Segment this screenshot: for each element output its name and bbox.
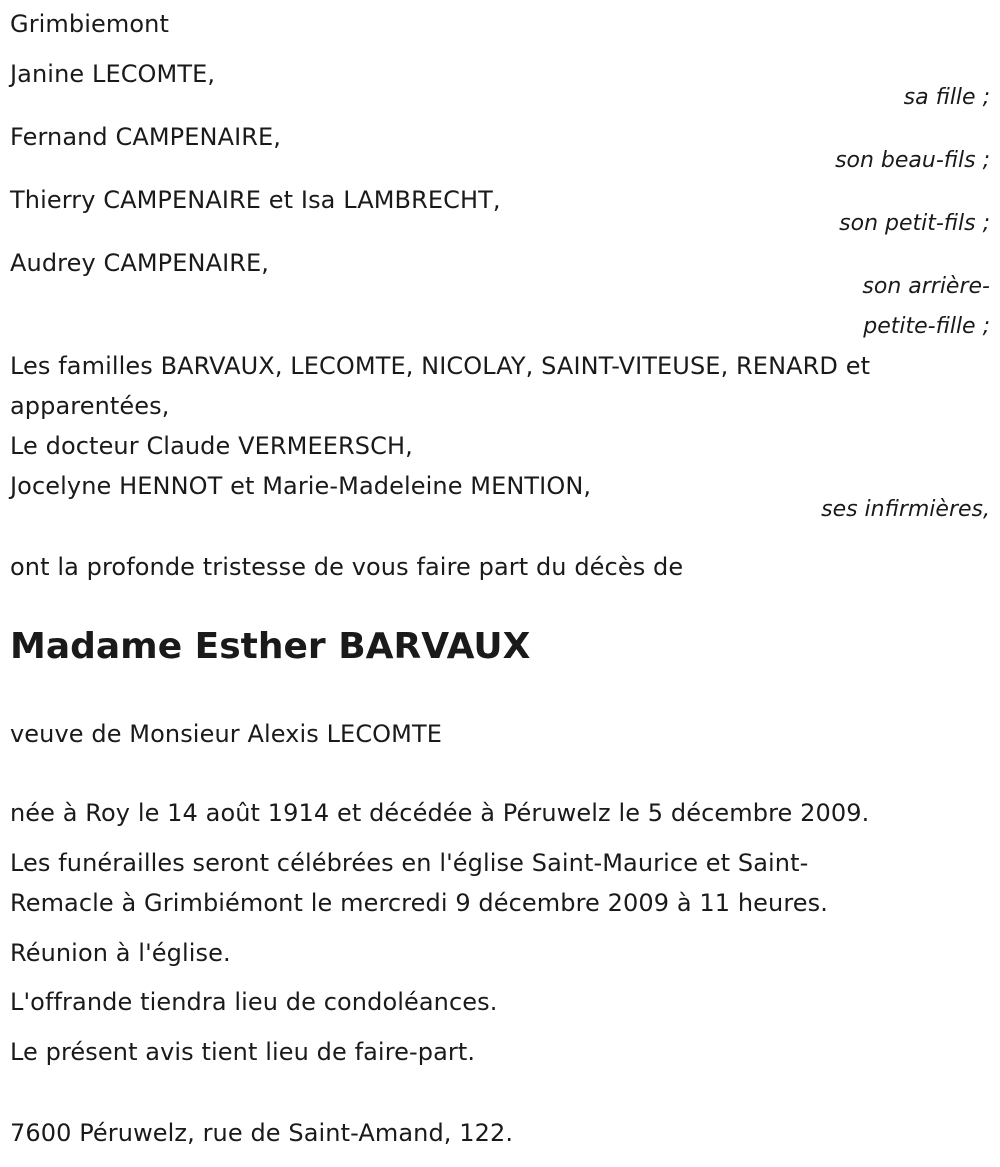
funeral-details: Les funérailles seront célébrées en l'église Saint-Maurice et Saint- <box>10 849 809 877</box>
family-member-role: sa fille ; <box>903 85 990 110</box>
offering-info: L'offrande tiendra lieu de condoléances. <box>10 988 498 1016</box>
announcement: ont la profonde tristesse de vous faire part du décès de <box>10 553 684 581</box>
notice-info: Le présent avis tient lieu de faire-part. <box>10 1038 476 1066</box>
widow-of: veuve de Monsieur Alexis LECOMTE <box>10 720 443 748</box>
extended-families-continued: apparentées, <box>10 392 170 420</box>
extended-families: Les familles BARVAUX, LECOMTE, NICOLAY, SAINT-VITEUSE, RENARD et <box>10 352 871 380</box>
family-member-name: Janine LECOMTE, <box>10 60 216 88</box>
address: 7600 Péruwelz, rue de Saint-Amand, 122. <box>10 1119 514 1147</box>
place-name: Grimbiemont <box>10 10 169 38</box>
family-member-name: Fernand CAMPENAIRE, <box>10 123 282 151</box>
family-member-name: Thierry CAMPENAIRE et Isa LAMBRECHT, <box>10 186 501 214</box>
deceased-name: Madame Esther BARVAUX <box>10 626 531 667</box>
nurses-role: ses infirmières, <box>821 497 990 522</box>
meeting-info: Réunion à l'église. <box>10 939 231 967</box>
funeral-details-continued: Remacle à Grimbiémont le mercredi 9 décembre 2009 à 11 heures. <box>10 889 828 917</box>
family-member-role: son petit-fils ; <box>839 211 990 236</box>
family-member-name: Audrey CAMPENAIRE, <box>10 249 270 277</box>
family-member-role-continued: petite-fille ; <box>863 314 990 339</box>
doctor-name: Le docteur Claude VERMEERSCH, <box>10 432 413 460</box>
nurses-names: Jocelyne HENNOT et Marie-Madeleine MENTION, <box>10 472 592 500</box>
birth-death: née à Roy le 14 août 1914 et décédée à Péruwelz le 5 décembre 2009. <box>10 799 870 827</box>
family-member-role: son arrière- <box>862 274 990 299</box>
family-member-role: son beau-fils ; <box>835 148 990 173</box>
